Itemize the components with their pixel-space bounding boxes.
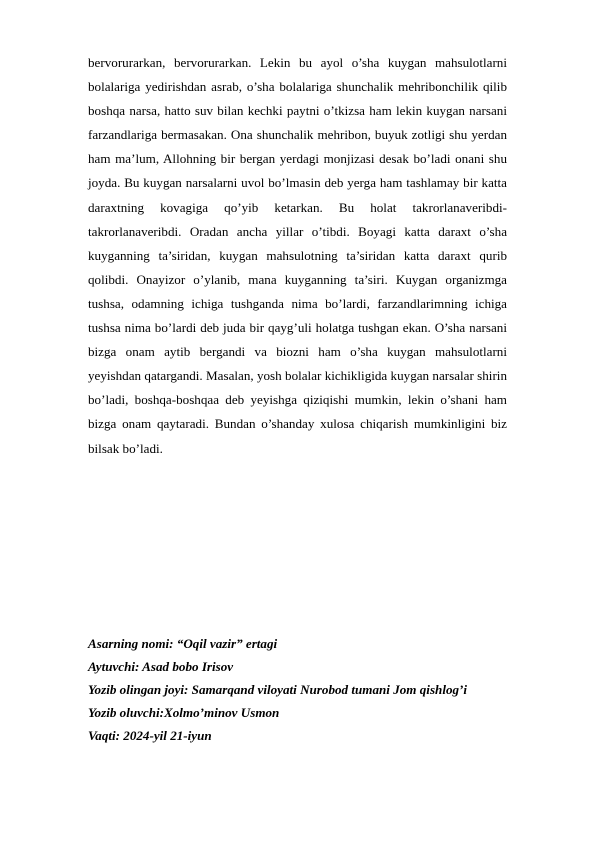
story-paragraph: bervorurarkan, bervorurarkan. Lekin bu ayol o’sha kuygan mahsulotlarni bolalariga yedirishdan asrab, o’sha bolalariga shunchalik mehribonchilik qilib boshqa narsa, hatto suv bilan kechki paytni o’tkizsa ham lekin kuygan narsani farzandlariga bermasakan. Ona shunchalik mehribon, buyuk zotligi shu yerdan ham ma’lum, Allohning bir bergan yerdagi monjizasi desak bo’ladi onani shu joyda. Bu kuygan narsalarni uvol bo’lmasin deb yerga ham tashlamay bir katta daraxtning kovagiga qo’yib ketarkan. Bu holat takrorlanaveribdi-takrorlanaveribdi. Oradan ancha yillar o’tibdi. Boyagi katta daraxt o’sha kuyganning ta’siridan, kuygan mahsulotning ta’siridan katta daraxt qurib qolibdi. Onayizor o’ylanib, mana kuyganning ta’siri. Kuygan organizmga tushsa, odamning ichiga tushganda nima bo’lardi, farzandlarimning ichiga tushsa nima bo’lardi deb juda bir qayg’uli holatga tushgan ekan. O’sha narsani bizga onam aytib bergandi va biozni ham o’sha kuygan mahsulotlarni yeyishdan qatargandi. Masalan, yosh bolalar kichikligida kuygan narsalar shirin bo’ladi, boshqa-boshqaa deb yeyishga qiziqishi mumkin, lekin o’shani ham bizga onam qaytaradi. Bundan o’shanday xulosa chiqarish mumkinligini biz bilsak bo’ladi. (88, 55, 507, 456)
recording-metadata (88, 632, 518, 747)
recording-place-line: Yozib olingan joyi: Samarqand viloyati Nurobod tumani Jom qishlog’i (88, 682, 468, 698)
story-title-line: Asarning nomi: “Oqil vazir” ertagi (88, 636, 278, 651)
recorder-line: Yozib oluvchi:Xolmo’minov Usmon (88, 705, 280, 721)
narrator-line: Aytuvchi: Asad bobo Irisov (88, 659, 234, 675)
recording-date-line: Vaqti: 2024-yil 21-iyun (88, 728, 212, 744)
